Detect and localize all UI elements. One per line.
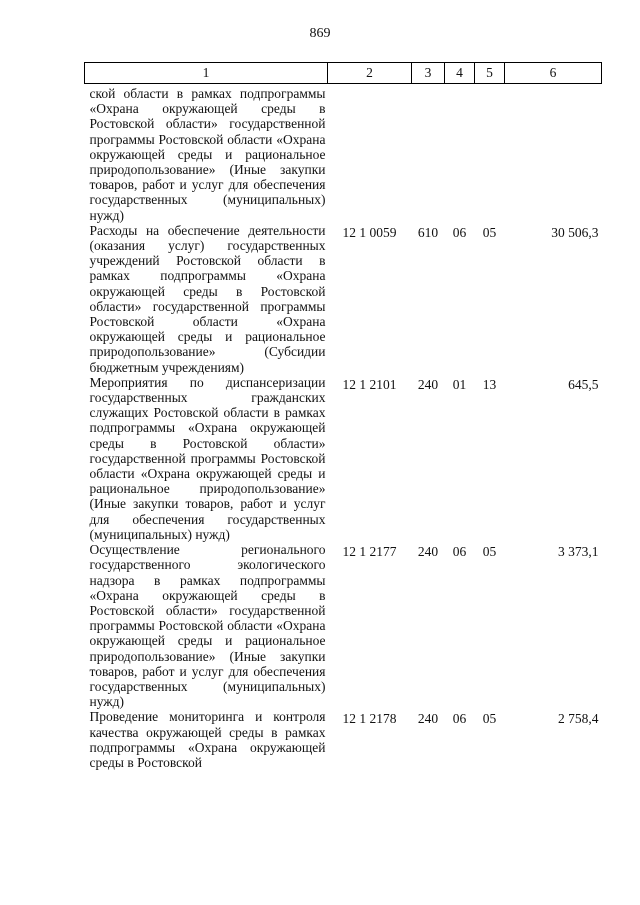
header-col-6: 6 (505, 63, 602, 84)
budget-table (84, 62, 602, 770)
header-col-2: 2 (328, 63, 412, 84)
row-code (328, 84, 412, 223)
row-c4: 06 (452, 544, 467, 560)
header-col-5: 5 (475, 63, 505, 84)
header-col-4: 4 (445, 63, 475, 84)
row-c5 (475, 84, 505, 223)
row-c3: 240 (417, 711, 439, 727)
row-c3 (412, 84, 445, 223)
table-row (85, 375, 602, 542)
row-description: ской области в рамках подпрограммы «Охрана окружающей среды в Ростовской области» государственной программы Ростовской области «Охрана окружающей среды и рациональное природопользование» (Иные закупки товаров, работ и услуг для обеспечения государственных (муниципальных) нужд) (89, 86, 326, 223)
table-row (85, 709, 602, 770)
row-amount: 30 506,3 (551, 224, 599, 240)
row-c5: 05 (482, 544, 497, 560)
row-amount: 645,5 (568, 376, 599, 392)
table-row (85, 223, 602, 375)
row-amount: 2 758,4 (558, 711, 599, 727)
row-c4 (445, 84, 475, 223)
row-description: Проведение мониторинга и контроля качества окружающей среды в рамках подпрограммы «Охрана окружающей среды в Ростовской (89, 709, 326, 770)
row-description: Мероприятия по диспансеризации государственных гражданских служащих Ростовской области в рамках подпрограммы «Охрана окружающей среды в Ростовской области» государственной программы Ростовской области «Охрана окружающей среды и рациональное природопользование» (Иные закупки товаров, работ и услуг для обеспечения государственных (муниципальных) нужд) (89, 374, 326, 542)
row-description: Расходы на обеспечение деятельности (оказания услуг) государственных учреждений Ростовской области в рамках подпрограммы «Охрана окружающей среды в Ростовской области» государственной программы Ростовской области «Охрана окружающей среды и рациональное природопользование» (Субсидии бюджетным учреждениям) (89, 222, 326, 375)
row-amount (505, 84, 602, 223)
row-c5: 13 (482, 376, 497, 392)
row-amount: 3 373,1 (558, 544, 599, 560)
row-code: 12 1 0059 (342, 224, 397, 240)
page-number: 869 (309, 26, 331, 41)
row-c3: 610 (417, 224, 439, 240)
row-c3: 240 (417, 544, 439, 560)
header-row (85, 63, 602, 84)
row-code: 12 1 2177 (342, 544, 397, 560)
row-c4: 01 (452, 376, 467, 392)
table-body (85, 84, 602, 771)
row-c5: 05 (482, 224, 497, 240)
row-c5: 05 (482, 711, 497, 727)
table-header (85, 63, 602, 84)
row-code: 12 1 2178 (342, 711, 397, 727)
row-c4: 06 (452, 711, 467, 727)
header-col-1: 1 (85, 63, 328, 84)
row-c4: 06 (452, 224, 467, 240)
row-code: 12 1 2101 (342, 376, 397, 392)
row-c3: 240 (417, 376, 439, 392)
table-row (85, 84, 602, 223)
header-col-3: 3 (412, 63, 445, 84)
row-description: Осуществление регионального государственного экологического надзора в рамках подпрограммы «Охрана окружающей среды в Ростовской области» государственной программы Ростовской области «Охрана окружающей среды и рациональное природопользование» (Иные закупки товаров, работ и услуг для обеспечения государственных (муниципальных) нужд) (89, 542, 326, 710)
table-row (85, 542, 602, 709)
